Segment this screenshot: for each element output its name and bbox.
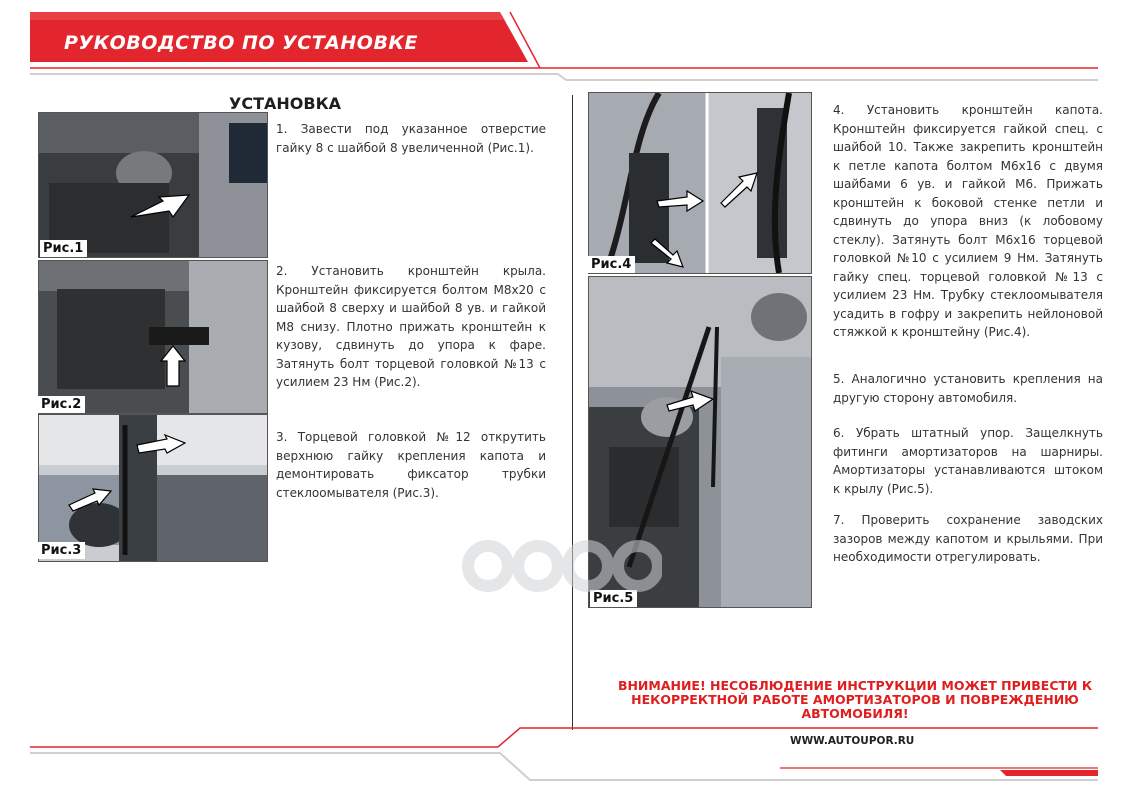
watermark-logo — [462, 530, 662, 600]
figure-3-caption: Рис.3 — [38, 542, 85, 559]
step-3: 3. Торцевой головкой №12 открутить верхнюю гайку крепления капота и демонтировать фиксатор трубки стеклоомывателя (Рис.3). — [276, 430, 546, 500]
step-4: 4. Установить кронштейн капота. Кронштейн фиксируется гайкой спец. с шайбой 10. Также закрепить кронштейн к петле капота болтом М6х16 с двумя шайбами 6 ув. и гайкой М6. Прижать кронштейн к боковой стенке петли и сдвинуть до упора вниз (к лобовому стеклу). Затянуть болт М6х16 торцевой головкой №10 с усилием 9 Нм. Затянуть гайку спец. торцевой головкой №13 с усилием 23 Нм. Трубку стеклоомывателя усадить в гофру и закрепить нейлоновой стяжкой к кронштейну (Рис.4). — [833, 103, 1103, 339]
section-title: УСТАНОВКА — [229, 94, 342, 113]
figure-3-photo — [38, 414, 268, 562]
figure-5-caption: Рис.5 — [590, 590, 637, 607]
step-2: 2. Установить кронштейн крыла. Кронштейн фиксируется болтом М8х20 с шайбой 8 сверху и шайбой 8 ув. и гайкой М8 снизу. Плотно прижать кронштейн к кузову, сдвинуть до упора к фаре. Затянуть болт торцевой головкой №13 с усилием 23 Нм (Рис.2). — [276, 264, 546, 389]
footer-lines — [0, 720, 1132, 800]
page-title: РУКОВОДСТВО ПО УСТАНОВКЕ — [64, 32, 418, 54]
figure-2-caption: Рис.2 — [38, 396, 85, 413]
figure-1-photo — [38, 112, 268, 258]
figure-4-photo — [588, 92, 812, 274]
step-1: 1. Завести под указанное отверстие гайку 8 с шайбой 8 увеличенной (Рис.1). — [276, 122, 546, 155]
step-5: 5. Аналогично установить крепления на другую сторону автомобиля. — [833, 372, 1103, 405]
column-divider — [572, 95, 573, 730]
figure-4-caption: Рис.4 — [588, 256, 635, 273]
warning-text: ВНИМАНИЕ! НЕСОБЛЮДЕНИЕ ИНСТРУКЦИИ МОЖЕТ ПРИВЕСТИ К НЕКОРРЕКТНОЙ РАБОТЕ АМОРТИЗАТОРОВ И ПОВРЕЖДЕНИЮ АВТОМОБИЛЯ! — [617, 678, 1093, 721]
footer-url[interactable]: WWW.AUTOUPOR.RU — [790, 735, 915, 747]
figure-1-caption: Рис.1 — [40, 240, 87, 257]
step-7: 7. Проверить сохранение заводских зазоров между капотом и крыльями. При необходимости отрегулировать. — [833, 513, 1103, 564]
step-6: 6. Убрать штатный упор. Защелкнуть фитинги амортизаторов на шарниры. Амортизаторы устанавливаются штоком к крылу (Рис.5). — [833, 426, 1103, 496]
figure-2-photo — [38, 260, 268, 414]
